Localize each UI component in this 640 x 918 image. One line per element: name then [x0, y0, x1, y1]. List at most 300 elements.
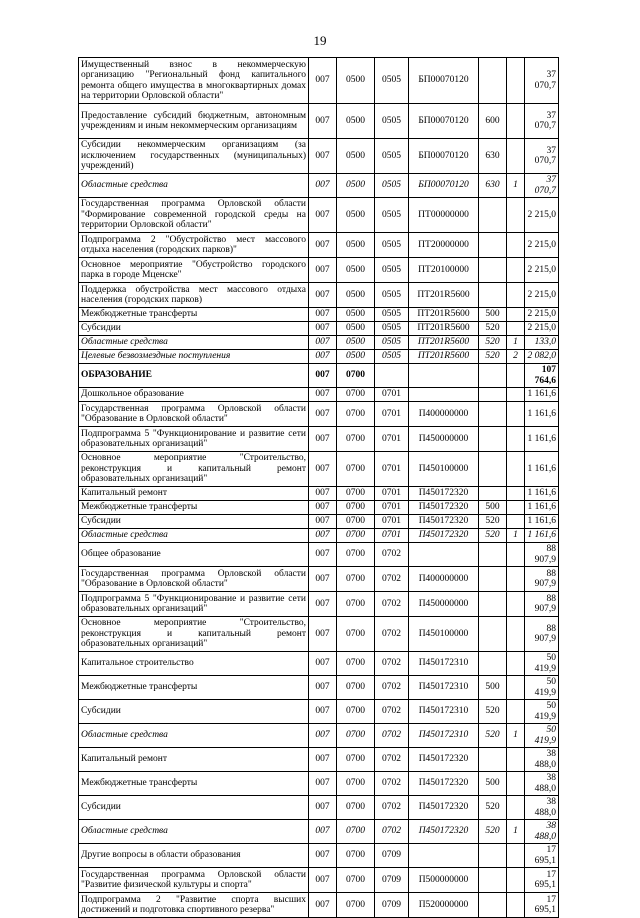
row-name-cell: Областные средства — [79, 174, 309, 198]
table-row — [79, 452, 559, 487]
funding-source-code-cell — [507, 515, 525, 529]
expense-type-code-cell: 500 — [479, 308, 507, 322]
expense-type-code-cell — [479, 844, 507, 868]
amount-cell: 88 907,9 — [525, 543, 559, 567]
subsection-code-cell: 0505 — [375, 104, 409, 139]
row-name-cell: Капитальный ремонт — [79, 748, 309, 772]
target-article-code-cell: П500000000 — [409, 868, 479, 893]
subsection-code-cell: 0701 — [375, 501, 409, 515]
funding-source-code-cell — [507, 617, 525, 652]
ministry-code-cell: 007 — [309, 844, 337, 868]
row-name-cell: Межбюджетные трансферты — [79, 308, 309, 322]
subsection-code-cell: 0701 — [375, 427, 409, 452]
table-row — [79, 529, 559, 543]
funding-source-code-cell — [507, 501, 525, 515]
expense-type-code-cell: 600 — [479, 104, 507, 139]
table-row — [79, 724, 559, 748]
subsection-code-cell: 0701 — [375, 388, 409, 402]
subsection-code-cell: 0702 — [375, 700, 409, 724]
section-code-cell: 0500 — [337, 336, 375, 350]
subsection-code-cell: 0702 — [375, 796, 409, 820]
section-code-cell: 0700 — [337, 427, 375, 452]
expense-type-code-cell — [479, 452, 507, 487]
ministry-code-cell: 007 — [309, 487, 337, 501]
section-code-cell: 0500 — [337, 322, 375, 336]
amount-cell: 50 419,9 — [525, 652, 559, 676]
funding-source-code-cell: 2 — [507, 350, 525, 364]
row-name-cell: Подпрограмма 5 "Функционирование и развитие сети образовательных организаций" — [79, 592, 309, 617]
subsection-code-cell: 0701 — [375, 452, 409, 487]
ministry-code-cell: 007 — [309, 336, 337, 350]
amount-cell: 2 082,0 — [525, 350, 559, 364]
amount-cell: 17 695,1 — [525, 893, 559, 918]
target-article-code-cell — [409, 543, 479, 567]
amount-cell: 2 215,0 — [525, 233, 559, 258]
subsection-code-cell: 0701 — [375, 402, 409, 427]
expense-type-code-cell — [479, 893, 507, 918]
amount-cell: 50 419,9 — [525, 724, 559, 748]
section-code-cell: 0500 — [337, 350, 375, 364]
funding-source-code-cell — [507, 139, 525, 174]
ministry-code-cell: 007 — [309, 724, 337, 748]
funding-source-code-cell — [507, 700, 525, 724]
target-article-code-cell: БП00070120 — [409, 174, 479, 198]
table-row — [79, 748, 559, 772]
target-article-code-cell — [409, 844, 479, 868]
ministry-code-cell: 007 — [309, 529, 337, 543]
target-article-code-cell: П450172320 — [409, 820, 479, 844]
expense-type-code-cell: 520 — [479, 796, 507, 820]
subsection-code-cell: 0505 — [375, 350, 409, 364]
amount-cell: 50 419,9 — [525, 676, 559, 700]
expense-type-code-cell — [479, 58, 507, 104]
row-name-cell: Предоставление субсидий бюджетным, автономным учреждениям и иным некоммерческим организациям — [79, 104, 309, 139]
section-code-cell: 0700 — [337, 501, 375, 515]
funding-source-code-cell — [507, 772, 525, 796]
amount-cell: 17 695,1 — [525, 844, 559, 868]
ministry-code-cell: 007 — [309, 402, 337, 427]
subsection-code-cell — [375, 364, 409, 388]
target-article-code-cell: П450000000 — [409, 592, 479, 617]
target-article-code-cell: П450172310 — [409, 676, 479, 700]
section-code-cell: 0700 — [337, 748, 375, 772]
row-name-cell: Общее образование — [79, 543, 309, 567]
ministry-code-cell: 007 — [309, 676, 337, 700]
table-row — [79, 592, 559, 617]
expense-type-code-cell: 520 — [479, 322, 507, 336]
expense-type-code-cell: 520 — [479, 529, 507, 543]
funding-source-code-cell — [507, 652, 525, 676]
target-article-code-cell: П400000000 — [409, 402, 479, 427]
section-code-cell: 0700 — [337, 724, 375, 748]
target-article-code-cell: П450172310 — [409, 700, 479, 724]
row-name-cell: Капитальный ремонт — [79, 487, 309, 501]
amount-cell: 2 215,0 — [525, 322, 559, 336]
section-code-cell: 0700 — [337, 652, 375, 676]
funding-source-code-cell: 1 — [507, 336, 525, 350]
target-article-code-cell: П520000000 — [409, 893, 479, 918]
ministry-code-cell: 007 — [309, 198, 337, 233]
row-name-cell: Межбюджетные трансферты — [79, 676, 309, 700]
subsection-code-cell: 0702 — [375, 676, 409, 700]
section-code-cell: 0700 — [337, 364, 375, 388]
amount-cell: 1 161,6 — [525, 501, 559, 515]
table-row — [79, 652, 559, 676]
funding-source-code-cell — [507, 388, 525, 402]
amount-cell: 38 488,0 — [525, 748, 559, 772]
table-row — [79, 427, 559, 452]
funding-source-code-cell — [507, 104, 525, 139]
amount-cell: 38 488,0 — [525, 772, 559, 796]
table-row — [79, 139, 559, 174]
expense-type-code-cell — [479, 427, 507, 452]
funding-source-code-cell — [507, 676, 525, 700]
section-code-cell: 0700 — [337, 893, 375, 918]
target-article-code-cell: БП00070120 — [409, 58, 479, 104]
expense-type-code-cell: 500 — [479, 501, 507, 515]
table-row — [79, 308, 559, 322]
row-name-cell: Субсидии — [79, 796, 309, 820]
funding-source-code-cell — [507, 844, 525, 868]
expense-type-code-cell: 520 — [479, 700, 507, 724]
expense-type-code-cell — [479, 567, 507, 592]
amount-cell: 88 907,9 — [525, 567, 559, 592]
funding-source-code-cell — [507, 198, 525, 233]
amount-cell: 17 695,1 — [525, 868, 559, 893]
amount-cell: 38 488,0 — [525, 820, 559, 844]
target-article-code-cell: П450100000 — [409, 452, 479, 487]
target-article-code-cell: ПТ201R5600 — [409, 322, 479, 336]
section-code-cell: 0700 — [337, 868, 375, 893]
target-article-code-cell: П400000000 — [409, 567, 479, 592]
section-code-cell: 0700 — [337, 617, 375, 652]
ministry-code-cell: 007 — [309, 104, 337, 139]
section-code-cell: 0700 — [337, 402, 375, 427]
target-article-code-cell: ПТ20000000 — [409, 233, 479, 258]
target-article-code-cell: П450172310 — [409, 652, 479, 676]
subsection-code-cell: 0709 — [375, 844, 409, 868]
ministry-code-cell: 007 — [309, 322, 337, 336]
expense-type-code-cell — [479, 868, 507, 893]
section-code-cell: 0700 — [337, 592, 375, 617]
section-code-cell: 0700 — [337, 529, 375, 543]
target-article-code-cell: П450172320 — [409, 515, 479, 529]
subsection-code-cell: 0702 — [375, 772, 409, 796]
subsection-code-cell: 0702 — [375, 820, 409, 844]
ministry-code-cell: 007 — [309, 58, 337, 104]
section-code-cell: 0700 — [337, 700, 375, 724]
amount-cell: 38 488,0 — [525, 796, 559, 820]
subsection-code-cell: 0505 — [375, 322, 409, 336]
budget-table-body — [79, 58, 559, 918]
section-code-cell: 0700 — [337, 844, 375, 868]
subsection-code-cell: 0702 — [375, 724, 409, 748]
expense-type-code-cell: 500 — [479, 676, 507, 700]
ministry-code-cell: 007 — [309, 893, 337, 918]
subsection-code-cell: 0505 — [375, 198, 409, 233]
table-row — [79, 617, 559, 652]
section-code-cell: 0500 — [337, 174, 375, 198]
expense-type-code-cell — [479, 283, 507, 308]
table-row — [79, 402, 559, 427]
funding-source-code-cell — [507, 893, 525, 918]
ministry-code-cell: 007 — [309, 258, 337, 283]
row-name-cell: Межбюджетные трансферты — [79, 772, 309, 796]
row-name-cell: Имущественный взнос в некоммерческую организацию "Региональный фонд капитального ремонта общего имущества в многоквартирных домах на территории Орловской области" — [79, 58, 309, 104]
table-row — [79, 336, 559, 350]
section-code-cell: 0700 — [337, 388, 375, 402]
section-code-cell: 0500 — [337, 104, 375, 139]
target-article-code-cell: БП00070120 — [409, 139, 479, 174]
funding-source-code-cell — [507, 402, 525, 427]
subsection-code-cell: 0505 — [375, 258, 409, 283]
funding-source-code-cell — [507, 592, 525, 617]
expense-type-code-cell: 520 — [479, 350, 507, 364]
ministry-code-cell: 007 — [309, 350, 337, 364]
row-name-cell: Субсидии — [79, 700, 309, 724]
funding-source-code-cell: 1 — [507, 529, 525, 543]
funding-source-code-cell — [507, 567, 525, 592]
section-code-cell: 0700 — [337, 796, 375, 820]
amount-cell: 50 419,9 — [525, 700, 559, 724]
row-name-cell: Подпрограмма 5 "Функционирование и развитие сети образовательных организаций" — [79, 427, 309, 452]
section-code-cell: 0700 — [337, 452, 375, 487]
expense-type-code-cell — [479, 487, 507, 501]
amount-cell: 2 215,0 — [525, 283, 559, 308]
row-name-cell: Целевые безвозмездные поступления — [79, 350, 309, 364]
row-name-cell: Межбюджетные трансферты — [79, 501, 309, 515]
target-article-code-cell: ПТ201R5600 — [409, 308, 479, 322]
row-name-cell: Субсидии — [79, 515, 309, 529]
target-article-code-cell — [409, 364, 479, 388]
table-row — [79, 198, 559, 233]
row-name-cell: Субсидии некоммерческим организациям (за исключением государственных (муниципальных) учреждений) — [79, 139, 309, 174]
row-name-cell: Государственная программа Орловской области "Развитие физической культуры и спорта" — [79, 868, 309, 893]
subsection-code-cell: 0505 — [375, 139, 409, 174]
table-row — [79, 772, 559, 796]
amount-cell: 2 215,0 — [525, 258, 559, 283]
amount-cell: 107 764,6 — [525, 364, 559, 388]
expense-type-code-cell — [479, 748, 507, 772]
ministry-code-cell: 007 — [309, 139, 337, 174]
ministry-code-cell: 007 — [309, 364, 337, 388]
section-code-cell: 0700 — [337, 487, 375, 501]
table-row — [79, 233, 559, 258]
ministry-code-cell: 007 — [309, 652, 337, 676]
expense-type-code-cell — [479, 198, 507, 233]
target-article-code-cell: ПТ201R5600 — [409, 336, 479, 350]
subsection-code-cell: 0505 — [375, 308, 409, 322]
expense-type-code-cell: 520 — [479, 820, 507, 844]
amount-cell: 37 070,7 — [525, 174, 559, 198]
ministry-code-cell: 007 — [309, 308, 337, 322]
expense-type-code-cell: 520 — [479, 724, 507, 748]
funding-source-code-cell — [507, 233, 525, 258]
funding-source-code-cell: 1 — [507, 724, 525, 748]
amount-cell: 1 161,6 — [525, 515, 559, 529]
target-article-code-cell: ПТ00000000 — [409, 198, 479, 233]
ministry-code-cell: 007 — [309, 820, 337, 844]
row-name-cell: Основное мероприятие "Строительство, реконструкция и капитальный ремонт образовательных организаций" — [79, 452, 309, 487]
table-row — [79, 868, 559, 893]
row-name-cell: Другие вопросы в области образования — [79, 844, 309, 868]
ministry-code-cell: 007 — [309, 748, 337, 772]
funding-source-code-cell — [507, 796, 525, 820]
expense-type-code-cell — [479, 364, 507, 388]
expense-type-code-cell — [479, 592, 507, 617]
target-article-code-cell: П450172320 — [409, 748, 479, 772]
subsection-code-cell: 0505 — [375, 233, 409, 258]
row-name-cell: Областные средства — [79, 820, 309, 844]
target-article-code-cell: П450172320 — [409, 529, 479, 543]
row-name-cell: Государственная программа Орловской области "Образование в Орловской области" — [79, 567, 309, 592]
ministry-code-cell: 007 — [309, 283, 337, 308]
target-article-code-cell: ПТ201R5600 — [409, 283, 479, 308]
target-article-code-cell: П450100000 — [409, 617, 479, 652]
amount-cell: 37 070,7 — [525, 139, 559, 174]
funding-source-code-cell — [507, 258, 525, 283]
section-code-cell: 0700 — [337, 567, 375, 592]
subsection-code-cell: 0505 — [375, 283, 409, 308]
funding-source-code-cell — [507, 364, 525, 388]
ministry-code-cell: 007 — [309, 567, 337, 592]
ministry-code-cell: 007 — [309, 174, 337, 198]
table-row — [79, 350, 559, 364]
row-name-cell: Основное мероприятие "Обустройство городского парка в городе Мценске" — [79, 258, 309, 283]
row-name-cell: Основное мероприятие "Строительство, реконструкция и капитальный ремонт образовательных организаций" — [79, 617, 309, 652]
subsection-code-cell: 0701 — [375, 529, 409, 543]
subsection-code-cell: 0505 — [375, 336, 409, 350]
target-article-code-cell: П450172320 — [409, 796, 479, 820]
expense-type-code-cell: 500 — [479, 772, 507, 796]
ministry-code-cell: 007 — [309, 617, 337, 652]
funding-source-code-cell — [507, 452, 525, 487]
section-code-cell: 0500 — [337, 198, 375, 233]
expense-type-code-cell — [479, 233, 507, 258]
table-row — [79, 283, 559, 308]
subsection-code-cell: 0702 — [375, 567, 409, 592]
table-row — [79, 515, 559, 529]
section-code-cell: 0700 — [337, 515, 375, 529]
table-row — [79, 567, 559, 592]
amount-cell: 133,0 — [525, 336, 559, 350]
amount-cell: 37 070,7 — [525, 58, 559, 104]
subsection-code-cell: 0702 — [375, 592, 409, 617]
funding-source-code-cell — [507, 487, 525, 501]
row-name-cell: Областные средства — [79, 724, 309, 748]
budget-table — [78, 57, 559, 918]
section-code-cell: 0500 — [337, 308, 375, 322]
subsection-code-cell: 0701 — [375, 515, 409, 529]
amount-cell: 37 070,7 — [525, 104, 559, 139]
ministry-code-cell: 007 — [309, 700, 337, 724]
table-row — [79, 543, 559, 567]
expense-type-code-cell — [479, 402, 507, 427]
ministry-code-cell: 007 — [309, 233, 337, 258]
funding-source-code-cell — [507, 322, 525, 336]
table-row — [79, 487, 559, 501]
subsection-code-cell: 0702 — [375, 748, 409, 772]
table-row — [79, 322, 559, 336]
target-article-code-cell: П450172320 — [409, 487, 479, 501]
table-row — [79, 174, 559, 198]
row-name-cell: Областные средства — [79, 529, 309, 543]
expense-type-code-cell — [479, 652, 507, 676]
section-code-cell: 0700 — [337, 820, 375, 844]
amount-cell: 88 907,9 — [525, 592, 559, 617]
table-row — [79, 676, 559, 700]
funding-source-code-cell — [507, 58, 525, 104]
row-name-cell: Подпрограмма 2 "Обустройство мест массового отдыха населения (городских парков)" — [79, 233, 309, 258]
expense-type-code-cell — [479, 543, 507, 567]
subsection-code-cell: 0702 — [375, 652, 409, 676]
row-name-cell: Капитальное строительство — [79, 652, 309, 676]
table-row — [79, 700, 559, 724]
amount-cell: 1 161,6 — [525, 487, 559, 501]
ministry-code-cell: 007 — [309, 501, 337, 515]
ministry-code-cell: 007 — [309, 796, 337, 820]
table-row — [79, 820, 559, 844]
ministry-code-cell: 007 — [309, 868, 337, 893]
subsection-code-cell: 0702 — [375, 617, 409, 652]
ministry-code-cell: 007 — [309, 427, 337, 452]
target-article-code-cell: П450172310 — [409, 724, 479, 748]
target-article-code-cell: БП00070120 — [409, 104, 479, 139]
section-code-cell: 0700 — [337, 676, 375, 700]
section-code-cell: 0500 — [337, 58, 375, 104]
funding-source-code-cell — [507, 427, 525, 452]
ministry-code-cell: 007 — [309, 388, 337, 402]
table-row — [79, 501, 559, 515]
funding-source-code-cell — [507, 748, 525, 772]
row-name-cell: Государственная программа Орловской области "Формирование современной городской среды на территории Орловской области" — [79, 198, 309, 233]
target-article-code-cell: ПТ20100000 — [409, 258, 479, 283]
amount-cell: 1 161,6 — [525, 388, 559, 402]
row-name-cell: ОБРАЗОВАНИЕ — [79, 364, 309, 388]
funding-source-code-cell: 1 — [507, 820, 525, 844]
ministry-code-cell: 007 — [309, 515, 337, 529]
section-code-cell: 0700 — [337, 772, 375, 796]
ministry-code-cell: 007 — [309, 592, 337, 617]
section-code-cell: 0500 — [337, 233, 375, 258]
table-row — [79, 364, 559, 388]
expense-type-code-cell: 520 — [479, 336, 507, 350]
amount-cell: 2 215,0 — [525, 308, 559, 322]
subsection-code-cell: 0709 — [375, 893, 409, 918]
row-name-cell: Дошкольное образование — [79, 388, 309, 402]
amount-cell: 1 161,6 — [525, 529, 559, 543]
subsection-code-cell: 0505 — [375, 174, 409, 198]
target-article-code-cell: ПТ201R5600 — [409, 350, 479, 364]
amount-cell: 88 907,9 — [525, 617, 559, 652]
expense-type-code-cell: 520 — [479, 515, 507, 529]
funding-source-code-cell — [507, 308, 525, 322]
table-row — [79, 796, 559, 820]
section-code-cell: 0700 — [337, 543, 375, 567]
table-row — [79, 844, 559, 868]
expense-type-code-cell: 630 — [479, 174, 507, 198]
funding-source-code-cell — [507, 543, 525, 567]
ministry-code-cell: 007 — [309, 452, 337, 487]
table-row — [79, 893, 559, 918]
row-name-cell: Государственная программа Орловской области "Образование в Орловской области" — [79, 402, 309, 427]
expense-type-code-cell — [479, 258, 507, 283]
amount-cell: 2 215,0 — [525, 198, 559, 233]
table-row — [79, 58, 559, 104]
ministry-code-cell: 007 — [309, 772, 337, 796]
target-article-code-cell: П450172320 — [409, 501, 479, 515]
subsection-code-cell: 0702 — [375, 543, 409, 567]
